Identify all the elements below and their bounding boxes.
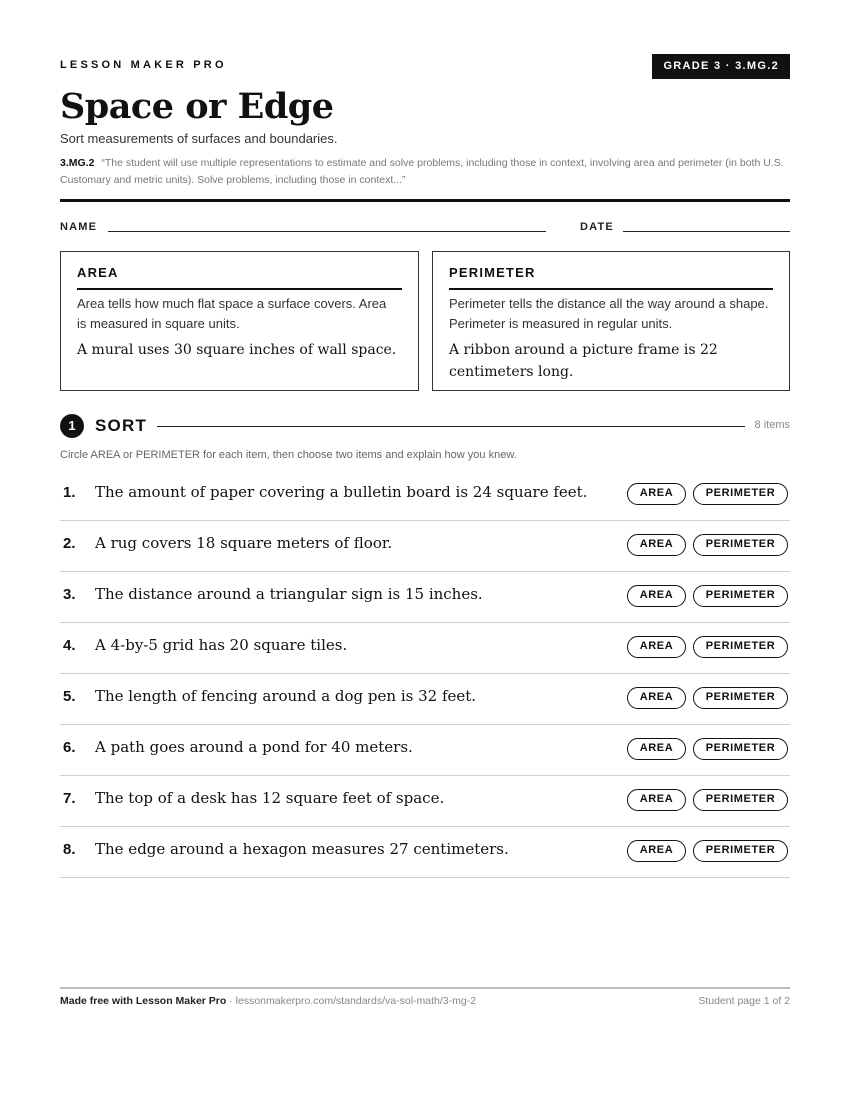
brand-name: LESSON MAKER PRO (60, 59, 227, 71)
area-option-button[interactable]: AREA (627, 738, 686, 760)
list-item (60, 827, 790, 878)
perimeter-option-button[interactable]: PERIMETER (693, 483, 788, 505)
list-item (60, 572, 790, 623)
area-option-button[interactable]: AREA (627, 483, 686, 505)
section-number-badge: 1 (60, 414, 84, 438)
area-option-button[interactable]: AREA (627, 789, 686, 811)
area-definition-card (60, 251, 419, 391)
date-field-line (623, 231, 790, 232)
area-option-button[interactable]: AREA (627, 585, 686, 607)
standard-text: “The student will use multiple representations to estimate and solve problems, including those in context, involving area and perimeter (in both U.S. Customary and metric units). Solve problems, including those in context...” (60, 157, 784, 186)
list-item (60, 623, 790, 674)
area-option-button[interactable]: AREA (627, 840, 686, 862)
item-number: 1. (63, 484, 76, 501)
perimeter-card-definition: Perimeter tells the distance all the way around a shape. Perimeter is measured in regular units. (449, 296, 769, 331)
item-number: 2. (63, 535, 76, 552)
list-item (60, 470, 790, 521)
footer-credit (60, 995, 476, 1007)
perimeter-option-button[interactable]: PERIMETER (693, 840, 788, 862)
perimeter-card-title: PERIMETER (449, 265, 536, 280)
section-title: SORT (95, 416, 148, 435)
footer-made-with: Made free with Lesson Maker Pro (60, 995, 227, 1007)
item-text: The length of fencing around a dog pen is 32 feet. (95, 687, 477, 705)
item-number: 8. (63, 841, 76, 858)
standard-description (60, 155, 790, 189)
header-divider (60, 199, 790, 202)
area-card-rule (77, 288, 402, 290)
item-number: 3. (63, 586, 76, 603)
perimeter-option-button[interactable]: PERIMETER (693, 585, 788, 607)
item-text: A path goes around a pond for 40 meters. (95, 738, 413, 756)
item-number: 7. (63, 790, 76, 807)
item-list (60, 470, 790, 878)
footer-page-number: Student page 1 of 2 (698, 995, 790, 1007)
item-text: The top of a desk has 12 square feet of space. (95, 789, 445, 807)
footer-url: · lessonmakerpro.com/standards/va-sol-math/3-mg-2 (226, 995, 477, 1007)
area-option-button[interactable]: AREA (627, 534, 686, 556)
perimeter-definition-card (432, 251, 790, 391)
perimeter-option-button[interactable]: PERIMETER (693, 687, 788, 709)
perimeter-card-example: A ribbon around a picture frame is 22 centimeters long. (449, 342, 718, 380)
perimeter-card-rule (449, 288, 773, 290)
worksheet-subtitle: Sort measurements of surfaces and boundaries. (60, 131, 338, 146)
item-number: 6. (63, 739, 76, 756)
area-card-definition: Area tells how much flat space a surface covers. Area is measured in square units. (77, 296, 387, 331)
grade-badge: GRADE 3 · 3.MG.2 (652, 54, 790, 79)
section-instructions: Circle AREA or PERIMETER for each item, then choose two items and explain how you knew. (60, 449, 517, 461)
list-item (60, 674, 790, 725)
perimeter-option-button[interactable]: PERIMETER (693, 789, 788, 811)
section-item-count: 8 items (754, 419, 790, 431)
worksheet-page (60, 0, 790, 1100)
footer-divider (60, 987, 790, 989)
list-item (60, 521, 790, 572)
area-option-button[interactable]: AREA (627, 687, 686, 709)
name-label: NAME (60, 221, 98, 233)
item-number: 4. (63, 637, 76, 654)
item-text: The distance around a triangular sign is 15 inches. (95, 585, 483, 603)
standard-code: 3.MG.2 (60, 157, 95, 169)
item-number: 5. (63, 688, 76, 705)
perimeter-option-button[interactable]: PERIMETER (693, 738, 788, 760)
perimeter-option-button[interactable]: PERIMETER (693, 534, 788, 556)
item-text: The amount of paper covering a bulletin board is 24 square feet. (95, 483, 588, 501)
section-rule (157, 426, 745, 427)
area-option-button[interactable]: AREA (627, 636, 686, 658)
name-field-line (108, 231, 546, 232)
list-item (60, 725, 790, 776)
item-text: A 4-by-5 grid has 20 square tiles. (95, 636, 348, 654)
worksheet-title: Space or Edge (60, 86, 334, 127)
perimeter-option-button[interactable]: PERIMETER (693, 636, 788, 658)
item-text: The edge around a hexagon measures 27 centimeters. (95, 840, 509, 858)
list-item (60, 776, 790, 827)
date-label: DATE (580, 221, 614, 233)
area-card-title: AREA (77, 265, 119, 280)
item-text: A rug covers 18 square meters of floor. (95, 534, 393, 552)
area-card-example: A mural uses 30 square inches of wall space. (77, 342, 397, 358)
